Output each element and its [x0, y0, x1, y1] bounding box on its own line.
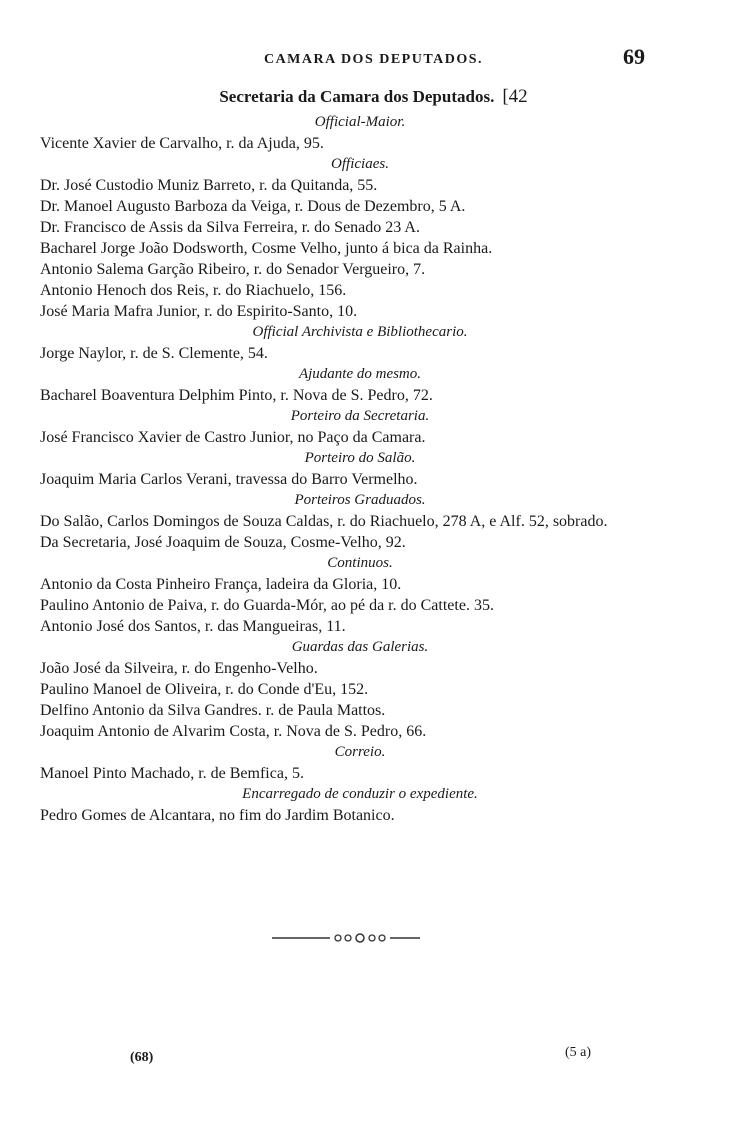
directory-entry: Jorge Naylor, r. de S. Clemente, 54. [40, 345, 268, 362]
printer-signature: (68) [130, 1050, 154, 1065]
group-heading: Official-Maior. [314, 114, 406, 130]
directory-entry: José Maria Mafra Junior, r. do Espirito-Santo, 10. [40, 303, 358, 320]
directory-entry: Dr. José Custodio Muniz Barreto, r. da Quitanda, 55. [40, 177, 378, 194]
group-heading: Ajudante do mesmo. [298, 366, 422, 382]
group-heading: Guardas das Galerias. [291, 639, 429, 655]
section-title [0, 86, 747, 108]
directory-entry: Vicente Xavier de Carvalho, r. da Ajuda, 95. [40, 135, 324, 152]
directory-entry: Pedro Gomes de Alcantara, no fim do Jardim Botanico. [40, 807, 395, 824]
group-heading: Porteiro da Secretaria. [290, 408, 430, 424]
directory-entry: Joaquim Antonio de Alvarim Costa, r. Nova de S. Pedro, 66. [40, 723, 427, 740]
directory-entry: Bacharel Jorge João Dodsworth, Cosme Velho, junto á bica da Rainha. [40, 240, 493, 257]
directory-entry: Delfino Antonio da Silva Gandres. r. de Paula Mattos. [40, 702, 386, 719]
ornament-divider [270, 931, 470, 945]
directory-entry: Dr. Francisco de Assis da Silva Ferreira, r. do Senado 23 A. [40, 219, 420, 236]
group-heading: Officiaes. [331, 156, 389, 172]
directory-entry: Joaquim Maria Carlos Verani, travessa do Barro Vermelho. [40, 471, 418, 488]
page-number: 69 [623, 44, 645, 69]
directory-entry: Antonio Salema Garção Ribeiro, r. do Senador Vergueiro, 7. [40, 261, 426, 278]
group-heading: Official Archivista e Bibliothecario. [252, 324, 468, 340]
section-count: [42 [502, 86, 528, 107]
running-title: CAMARA DOS DEPUTADOS. [263, 52, 484, 67]
group-heading: Porteiros Graduados. [294, 492, 426, 508]
directory-entry: Bacharel Boaventura Delphim Pinto, r. Nova de S. Pedro, 72. [40, 387, 433, 404]
directory-entry: Antonio José dos Santos, r. das Mangueiras, 11. [40, 618, 346, 635]
sheet-mark: (5 a) [565, 1045, 592, 1060]
group-heading: Encarregado de conduzir o expediente. [242, 786, 478, 802]
directory-entry: Paulino Manoel de Oliveira, r. do Conde d'Eu, 152. [40, 681, 369, 698]
directory-entry: Paulino Antonio de Paiva, r. do Guarda-Mór, ao pé da r. do Cattete. 35. [40, 597, 494, 614]
directory-entry: Antonio Henoch dos Reis, r. do Riachuelo, 156. [40, 282, 347, 299]
group-heading: Correio. [334, 744, 386, 760]
directory-entry: Manoel Pinto Machado, r. de Bemfica, 5. [40, 765, 304, 782]
directory-entry: Dr. Manoel Augusto Barboza da Veiga, r. Dous de Dezembro, 5 A. [40, 198, 466, 215]
directory-entry: Do Salão, Carlos Domingos de Souza Caldas, r. do Riachuelo, 278 A, e Alf. 52, sobrado. [40, 513, 608, 530]
directory-entry: Antonio da Costa Pinheiro França, ladeira da Gloria, 10. [40, 576, 402, 593]
directory-entry: Da Secretaria, José Joaquim de Souza, Cosme-Velho, 92. [40, 534, 406, 551]
section-title-text: Secretaria da Camara dos Deputados. [219, 87, 495, 106]
directory-body [40, 112, 680, 826]
directory-entry: José Francisco Xavier de Castro Junior, no Paço da Camara. [40, 429, 426, 446]
directory-entry: João José da Silveira, r. do Engenho-Velho. [40, 660, 318, 677]
group-heading: Continuos. [327, 555, 393, 571]
group-heading: Porteiro do Salão. [304, 450, 416, 466]
